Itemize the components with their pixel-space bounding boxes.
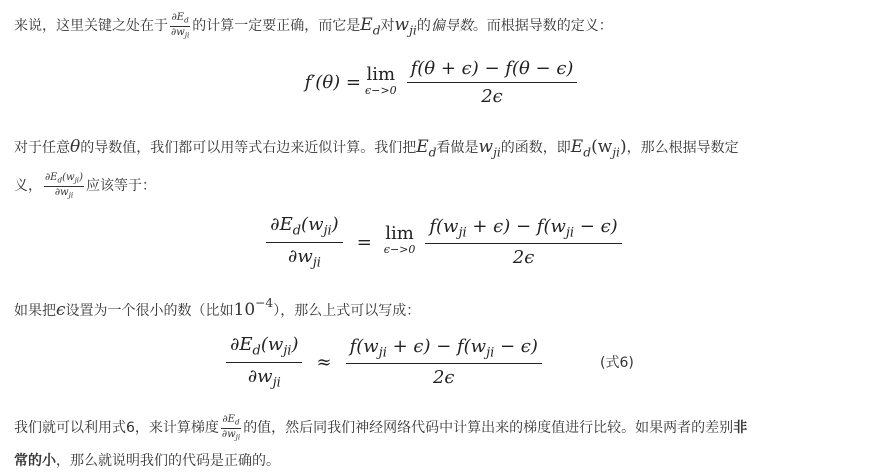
- eq2-rhs-denominator: 2ϵ: [512, 247, 535, 269]
- num-close: ): [79, 172, 83, 183]
- num: ∂E: [222, 414, 235, 425]
- text: 应该等于：: [86, 178, 156, 195]
- symbol-Ed-of-wji: [570, 137, 627, 160]
- equation-tag: (式6): [600, 355, 634, 371]
- den-sub: ji: [184, 30, 190, 40]
- eq2-equals: =: [356, 231, 372, 253]
- eq3-lhs-fraction: [226, 334, 302, 390]
- inline-fraction-dEd-dwji: [170, 12, 190, 40]
- t: + ϵ) − f(w: [386, 335, 487, 357]
- den: ∂w: [171, 26, 185, 38]
- lim: lim: [366, 63, 396, 85]
- fn-arg-open: [591, 137, 612, 157]
- symbol-Ed: [360, 15, 381, 38]
- base: 10: [233, 299, 256, 320]
- equation-1: [14, 58, 874, 107]
- text: ），那么上式可以写成：: [273, 302, 421, 319]
- fn-close: ): [619, 137, 627, 157]
- paragraph-3: [14, 292, 420, 322]
- eq3-rhs-fraction: [346, 336, 542, 389]
- w-sub: ji: [409, 23, 417, 38]
- den: ∂w: [54, 186, 69, 198]
- paragraph-4-line-1: [14, 414, 747, 442]
- text: 的导数值，我们都可以用等式右边来近似计算。我们把: [80, 140, 417, 156]
- num-sub: d: [184, 15, 189, 25]
- s: ji: [458, 225, 467, 241]
- s: ji: [312, 255, 321, 271]
- t: (w: [260, 334, 284, 355]
- symbol-wji: [394, 15, 417, 38]
- text: 的计算一定要正确，而它是: [192, 18, 361, 35]
- eq3-approx: ≈: [316, 351, 332, 373]
- w: w: [394, 15, 410, 36]
- t: ∂w: [288, 245, 313, 267]
- num: ∂E: [45, 172, 58, 183]
- text: 我们就可以利用式6，来计算梯度: [14, 420, 219, 437]
- eq2-rhs-fraction: [425, 216, 621, 269]
- ed-sub: d: [428, 145, 437, 160]
- eq2-lhs-fraction: [266, 214, 342, 270]
- t: f(w: [429, 215, 459, 237]
- eq1-numerator: f(θ + ϵ) − f(θ − ϵ): [407, 58, 578, 83]
- text: 。而根据导数的定义：: [472, 18, 613, 35]
- t: f(w: [349, 335, 379, 357]
- num: ∂E: [171, 12, 185, 23]
- s: ji: [323, 223, 332, 239]
- text: 看做是: [436, 140, 479, 156]
- t: + ϵ) − f(w: [466, 215, 566, 237]
- ed-sub: d: [372, 23, 381, 38]
- den-sub: ji: [68, 190, 74, 200]
- eq2-rhs-numerator: [425, 216, 621, 245]
- text: 的函数，即: [500, 140, 571, 156]
- lim-sub: ϵ−>0: [383, 243, 416, 257]
- s: d: [252, 343, 261, 359]
- eq1-denominator: 2ϵ: [481, 86, 503, 107]
- text: 义，: [14, 178, 42, 195]
- lim: lim: [385, 223, 414, 245]
- w-sub: ji: [493, 145, 501, 160]
- s: d: [292, 223, 302, 239]
- t: − ϵ): [574, 215, 618, 237]
- text: 设置为一个很小的数（比如: [65, 302, 234, 319]
- exp: −4: [255, 296, 274, 310]
- num-sub: d: [234, 417, 240, 427]
- lim-sub: ϵ−>0: [365, 83, 397, 97]
- num-rest-sub: ji: [74, 175, 80, 185]
- text: 对: [380, 18, 395, 35]
- eq3-rhs-numerator: [346, 336, 542, 365]
- eq3-lhs-numerator: [226, 334, 302, 363]
- t: ∂E: [270, 214, 293, 235]
- t: ∂E: [230, 334, 253, 355]
- w: w: [478, 137, 494, 157]
- s: ji: [486, 345, 495, 361]
- t: ∂w: [247, 365, 273, 387]
- symbol-theta: θ: [70, 137, 81, 157]
- paragraph-4-line-2: [14, 450, 280, 472]
- s: ji: [283, 343, 292, 359]
- s: ji: [378, 345, 387, 361]
- symbol-Ed: [416, 137, 437, 160]
- inline-fraction-dEd-wji-dwji: [44, 172, 84, 200]
- eq1-lim: [365, 63, 397, 99]
- num-sub: d: [57, 175, 63, 185]
- text: ，那么根据导数定: [626, 140, 739, 156]
- t: ): [331, 214, 339, 235]
- eq3-rhs-denominator: 2ϵ: [432, 367, 455, 389]
- paragraph-2-line-1: [14, 136, 739, 163]
- emphasis-partial-derivative: 偏导数: [430, 18, 473, 35]
- eq2-lim: [383, 223, 416, 258]
- symbol-epsilon: ϵ: [56, 299, 66, 320]
- text: 来说，这里关键之处在于: [14, 18, 168, 35]
- paragraph-1: [14, 12, 613, 41]
- text: 对于任意: [14, 140, 70, 156]
- text: 的值，然后同我们神经网络代码中计算出来的梯度值进行比较。如果两者的差别: [243, 420, 734, 437]
- ed: E: [416, 137, 429, 157]
- bold-text: 常的小: [14, 453, 56, 469]
- t: ): [291, 334, 299, 355]
- fn-sub: d: [583, 145, 592, 160]
- num-rest: (w: [62, 172, 75, 183]
- equation-2: [14, 214, 874, 270]
- symbol-wji: [478, 137, 501, 160]
- text: 如果把: [14, 302, 56, 319]
- article-body: [14, 0, 874, 476]
- ten-power: [233, 296, 274, 320]
- fn-arg-sub: ji: [612, 145, 620, 160]
- t: (w: [301, 214, 324, 235]
- den-sub: ji: [235, 432, 241, 442]
- t: − ϵ): [494, 335, 538, 357]
- den: ∂w: [221, 428, 236, 440]
- fn-arg: (w: [591, 137, 613, 157]
- eq2-lhs-denominator: [288, 243, 321, 271]
- eq3-lhs-denominator: [248, 363, 281, 391]
- paragraph-2-line-2: [14, 172, 156, 200]
- s: ji: [565, 225, 575, 241]
- bold-text: 非: [733, 420, 748, 437]
- eq2-lhs-numerator: [266, 214, 342, 243]
- text: ，那么就说明我们的代码是正确的。: [56, 453, 280, 469]
- equation-3: [14, 334, 874, 390]
- s: ji: [272, 375, 281, 391]
- eq1-fraction: [407, 58, 578, 107]
- fn: E: [570, 137, 584, 157]
- text: 的: [416, 18, 431, 35]
- ed: E: [360, 15, 373, 36]
- inline-fraction-dEd-dwji: [221, 414, 241, 442]
- eq1-lhs: f′(θ) =: [304, 72, 361, 93]
